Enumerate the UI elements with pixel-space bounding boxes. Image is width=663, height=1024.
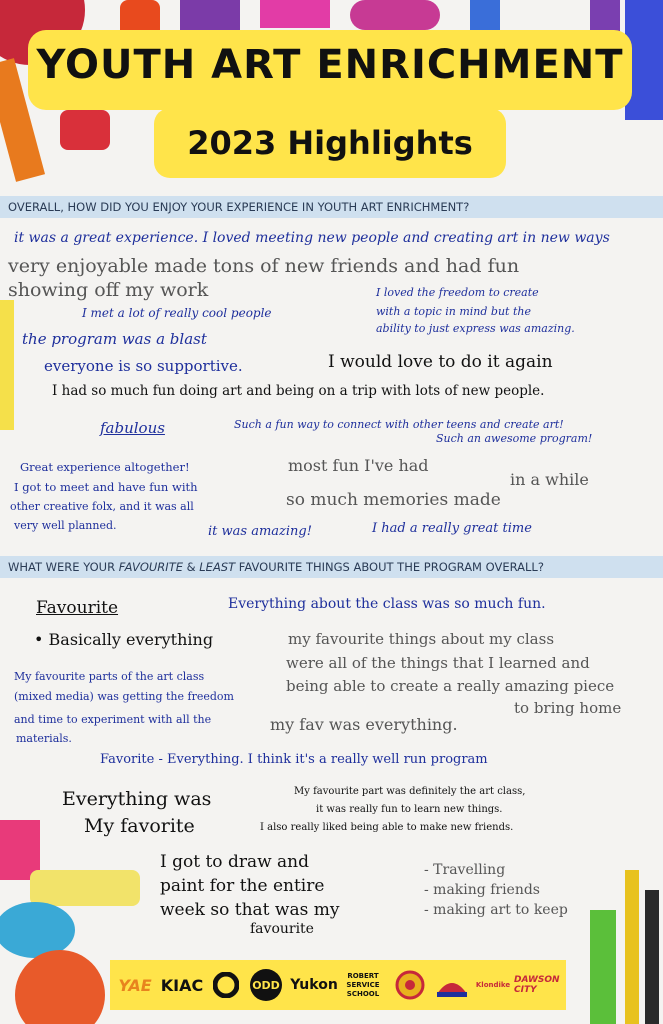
answer-note: Everything about the class was so much fun. [228, 596, 546, 612]
answer-note: Favorite - Everything. I think it's a really well run program [100, 752, 488, 767]
answer-note: favourite [250, 921, 314, 937]
answer-note: very enjoyable made tons of new friends and had fun [8, 255, 520, 277]
page-subtitle: 2023 Highlights [187, 124, 473, 162]
answer-note: - Travelling [424, 862, 506, 878]
answer-note: Everything was [62, 788, 212, 810]
answer-note: it was really fun to learn new things. [316, 804, 503, 815]
yellow-paper-decoration [0, 300, 14, 430]
answer-note: I had a really great time [372, 521, 532, 536]
dawson-city-logo: DAWSON CITY [514, 975, 560, 995]
answer-note: I met a lot of really cool people [82, 306, 272, 320]
answer-note: it was a great experience. I loved meeting new people and creating art in new ways [14, 230, 610, 246]
klondike-logo: Klondike [475, 981, 511, 989]
ring-logo [210, 960, 242, 1010]
answer-note: materials. [16, 732, 72, 745]
answer-note: - making friends [424, 882, 540, 898]
answer-note: being able to create a really amazing piece [286, 677, 615, 695]
answer-note: - making art to keep [424, 902, 568, 918]
answer-note: I would love to do it again [328, 352, 553, 372]
answer-note: showing off my work [8, 279, 209, 301]
sun-emblem-logo [390, 960, 430, 1010]
answer-note: with a topic in mind but the [376, 305, 531, 318]
answer-note: I got to meet and have fun with [14, 480, 198, 494]
answer-note: I had so much fun doing art and being on a trip with lots of new people. [52, 383, 545, 399]
answer-note: Great experience altogether! [20, 460, 190, 474]
answer-note: in a while [510, 470, 589, 489]
odd-logo: ODD [246, 960, 286, 1010]
kiac-logo: KIAC [160, 975, 204, 995]
sponsor-logos-bar [110, 960, 566, 1010]
question-2-bar: WHAT WERE YOUR FAVOURITE & LEAST FAVOURITE THINGS ABOUT THE PROGRAM OVERALL? [0, 556, 663, 578]
answer-note: very well planned. [14, 519, 117, 532]
yukon-logo: Yukon [290, 977, 338, 993]
yae-logo: YAE [118, 975, 152, 995]
answer-note: I got to draw and [160, 852, 310, 872]
answer-note: (mixed media) was getting the freedom [14, 690, 234, 703]
answer-note: most fun I've had [288, 456, 429, 475]
answer-note: fabulous [100, 419, 165, 437]
answer-note: I also really liked being able to make new friends. [260, 822, 514, 833]
page-title: YOUTH ART ENRICHMENT [36, 42, 624, 88]
answer-note: • Basically everything [34, 630, 214, 649]
answer-note: my favourite things about my class [288, 630, 555, 648]
answer-note: week so that was my [160, 900, 340, 920]
answer-note: other creative folx, and it was all [10, 500, 194, 513]
answer-note: and time to experiment with all the [14, 713, 212, 726]
answer-note: my fav was everything. [270, 715, 458, 734]
answer-note: to bring home [514, 699, 622, 717]
answer-note: Favourite [36, 598, 119, 618]
answer-note: the program was a blast [22, 330, 207, 348]
answer-note: Such a fun way to connect with other teens and create art! [234, 418, 564, 431]
answer-note: it was amazing! [208, 524, 312, 539]
answer-note: My favourite parts of the art class [14, 670, 205, 683]
answer-note: Such an awesome program! [436, 432, 593, 445]
header-banner [28, 30, 632, 178]
answer-note: My favorite [84, 815, 195, 837]
answer-note: so much memories made [286, 490, 501, 510]
answer-note: paint for the entire [160, 876, 325, 896]
robert-service-school-logo: ROBERT SERVICE SCHOOL [346, 971, 380, 998]
answer-note: My favourite part was definitely the art class, [294, 786, 526, 797]
answer-note: ability to just express was amazing. [376, 322, 575, 335]
arts-society-logo [432, 960, 472, 1010]
answer-note: everyone is so supportive. [44, 357, 243, 375]
question-1-bar: OVERALL, HOW DID YOU ENJOY YOUR EXPERIENCE IN YOUTH ART ENRICHMENT? [0, 196, 663, 218]
answer-note: I loved the freedom to create [376, 286, 539, 299]
answer-note: were all of the things that I learned and [286, 654, 590, 672]
